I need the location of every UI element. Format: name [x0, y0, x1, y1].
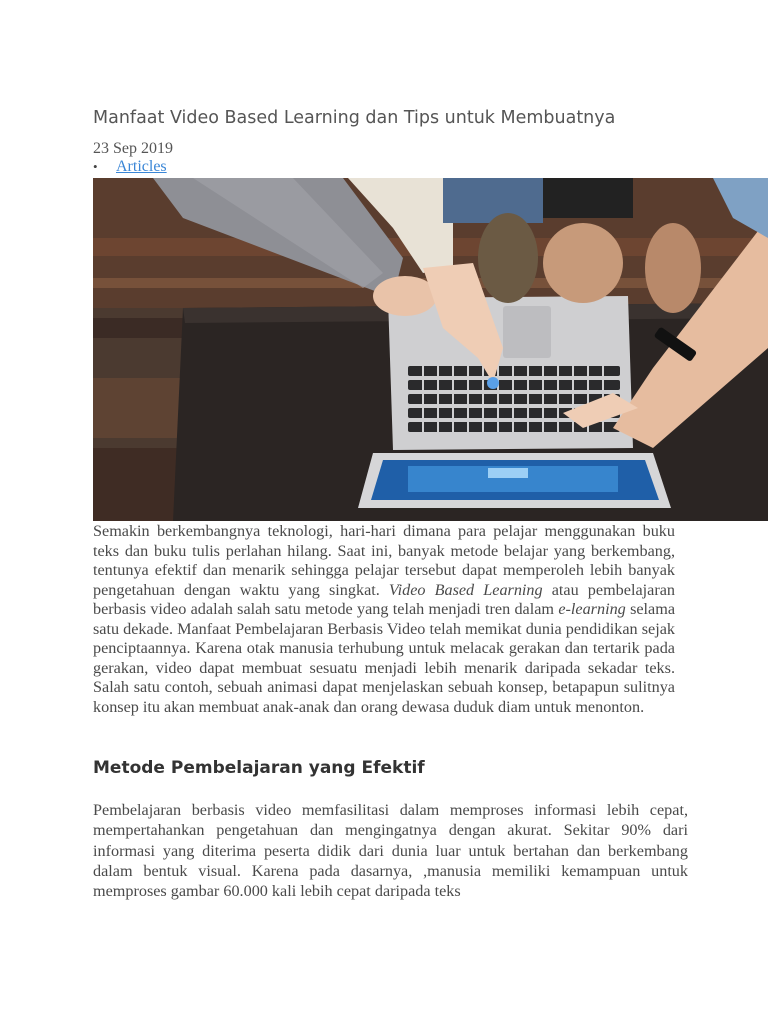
category-link-articles[interactable]: Articles — [116, 158, 167, 175]
intro-emphasis-e-learning: e-learning — [558, 600, 626, 618]
laptop-hands-illustration — [93, 178, 768, 521]
section-paragraph: Pembelajaran berbasis video memfasilitasi dalam memproses informasi lebih cepat, mempertahankan pengetahuan dan mengingatnya dengan akurat. Sekitar 90% dari informasi yang diterima peserta didik dari dunia luar untuk bertahan dan berkembang dalam bentuk visual. Karena pada dasarnya, ,manusia memiliki kemampuan untuk memproses gambar 60.000 kali lebih cepat daripada teks — [93, 801, 688, 901]
intro-text-b: atau pembelajaran berbasis video adalah salah satu metode yang telah menjadi tren dalam — [93, 580, 675, 618]
category-item — [93, 158, 675, 176]
intro-text-c: selama satu dekade. Manfaat Pembelajaran Berbasis Video telah memikat dunia pendidikan sejak penciptaannya. Karena otak manusia terhubung untuk melacak gerakan dan tertarik pada gerakan, video dapat membuat sesuatu menjadi lebih menarik daripada sekadar teks. Salah satu contoh, sebuah animasi dapat menjelaskan sebuah konsep, betapapun sulitnya konsep itu akan membuat anak-anak dan orang dewasa duduk diam untuk menonton. — [93, 600, 676, 716]
intro-text-a: Semakin berkembangnya teknologi, hari-hari dimana para pelajar menggunakan buku teks dan buku tulis perlahan hilang. Saat ini, banyak metode belajar yang berkembang, tentunya efektif dan menarik sehingga pelajar tersebut dapat memperoleh lebih banyak pengetahuan dengan waktu yang singkat. — [93, 522, 675, 599]
article-header — [93, 104, 675, 176]
section-heading: Metode Pembelajaran yang Efektif — [93, 758, 425, 778]
hero-image — [93, 178, 768, 521]
intro-emphasis-video-based-learning: Video Based Learning — [388, 580, 543, 599]
article-date: 23 Sep 2019 — [93, 140, 173, 157]
category-list — [93, 158, 675, 176]
intro-paragraph — [93, 522, 675, 717]
article-title: Manfaat Video Based Learning dan Tips untuk Membuatnya — [93, 108, 616, 128]
